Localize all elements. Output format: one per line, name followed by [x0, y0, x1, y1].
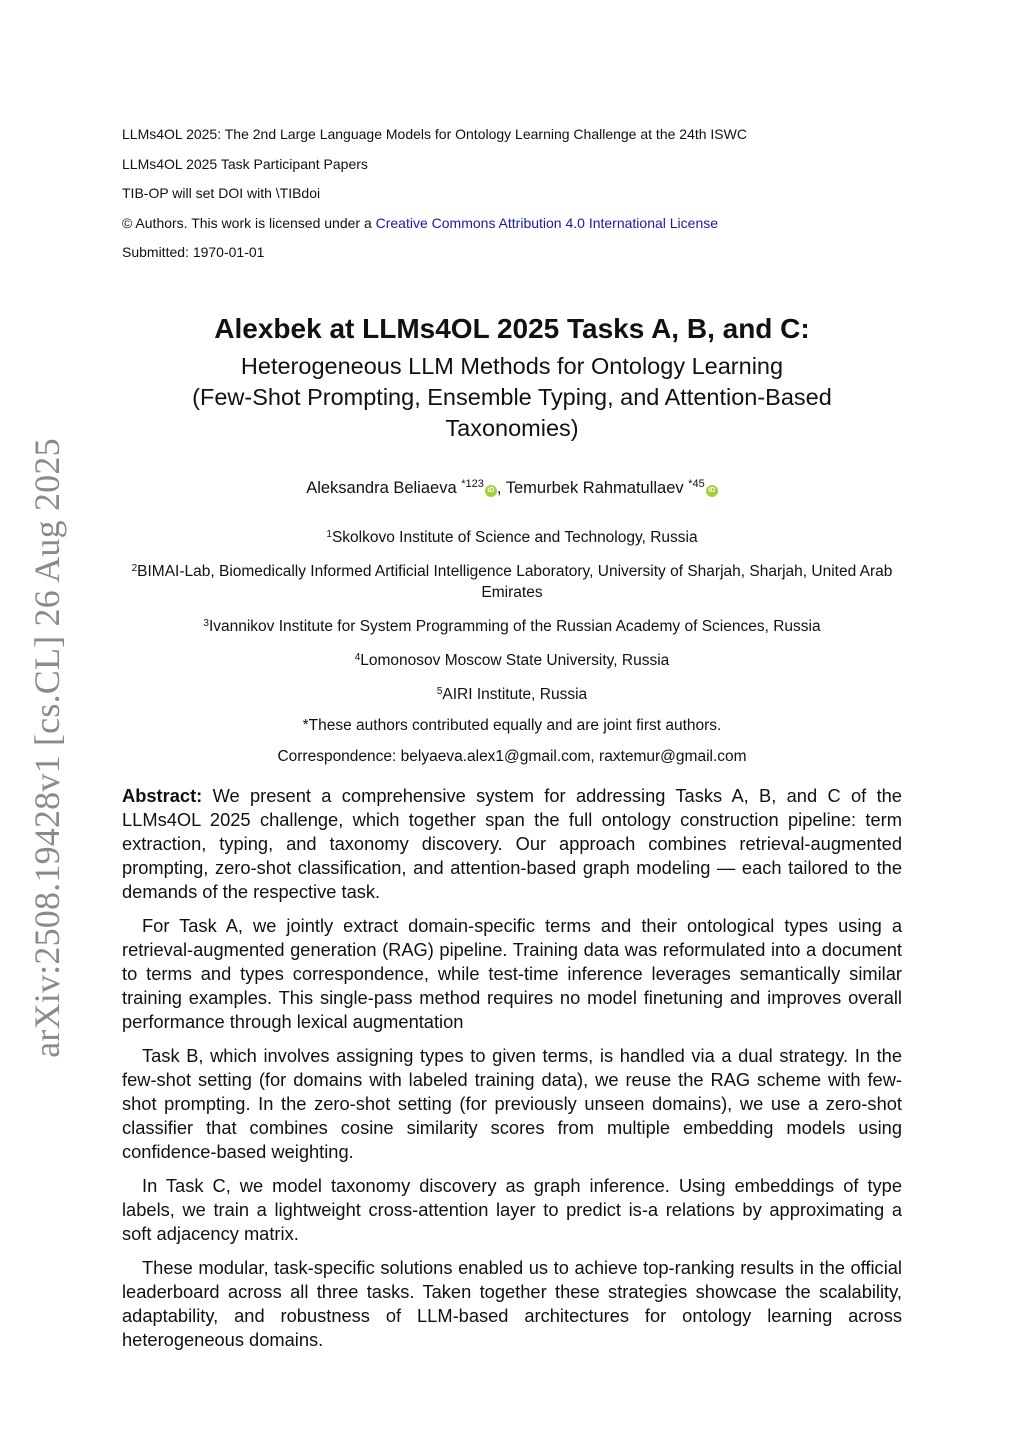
abstract-text-1: We present a comprehensive system for addressing Tasks A, B, and C of the LLMs4OL 2025 challenge, which together span the full ontology construction pipeline: term extraction, typing, and taxonomy discovery. Our approach combines retrieval-augmented prompting, zero-shot classification, and attention-based graph modeling — each tailored to the demands of the respective task.	[122, 785, 902, 902]
abstract	[122, 784, 902, 1362]
paper-title: Alexbek at LLMs4OL 2025 Tasks A, B, and C:	[214, 313, 810, 344]
subtitle-line-1: Heterogeneous LLM Methods for Ontology Learning	[240, 353, 784, 379]
author-list	[122, 472, 902, 500]
orcid-icon[interactable]: iD	[485, 485, 497, 497]
abstract-paragraph-4: In Task C, we model taxonomy discovery as graph inference. Using embeddings of type labels, we train a lightweight cross-attention layer to predict is-a relations by approximating a soft adjacency matrix.	[122, 1175, 902, 1244]
affiliation-text: Lomonosov Moscow State University, Russia	[360, 652, 670, 669]
publication-meta	[122, 124, 747, 272]
affiliation-item	[122, 681, 902, 705]
affiliation-number: 5	[436, 686, 443, 697]
doi-line: TIB-OP will set DOI with \TIBdoi	[122, 185, 321, 201]
subtitle-line-3: Taxonomies)	[445, 415, 579, 441]
affiliation-item	[122, 647, 902, 671]
track-line: LLMs4OL 2025 Task Participant Papers	[122, 155, 368, 172]
abstract-label: Abstract:	[122, 785, 203, 806]
abstract-paragraph-2: For Task A, we jointly extract domain-specific terms and their ontological types using a retrieval-augmented generation (RAG) pipeline. Training data was reformulated into a document to terms and types correspondence, while test-time inference leverages semantically similar training examples. This single-pass method requires no model finetuning and improves overall performance through lexical augmentation	[122, 915, 902, 1032]
affiliation-text: BIMAI-Lab, Biomedically Informed Artificial Intelligence Laboratory, University of Sharjah, Sharjah, United Arab Emirates	[137, 563, 893, 601]
affiliation-text: AIRI Institute, Russia	[442, 686, 588, 703]
author-name-1: Aleksandra Beliaeva	[306, 479, 457, 497]
affiliation-number: 1	[326, 529, 332, 540]
affiliation-text: Skolkovo Institute of Science and Technology, Russia	[331, 529, 698, 546]
affiliation-item	[122, 613, 902, 637]
author-separator: ,	[496, 479, 506, 497]
affiliation-text: Ivannikov Institute for System Programming of the Russian Academy of Sciences, Russia	[208, 618, 821, 635]
subtitle-line-2: (Few-Shot Prompting, Ensemble Typing, and Attention-Based	[192, 384, 832, 410]
paper-subtitle	[122, 351, 902, 444]
author-affil-marks-1: *123	[461, 478, 484, 490]
author-affil-marks-2: *45	[688, 478, 705, 490]
submitted-date: Submitted: 1970-01-01	[122, 244, 265, 260]
equal-contribution-note: *These authors contributed equally and are joint first authors.	[302, 717, 722, 734]
affiliation-item	[122, 558, 902, 603]
arxiv-identifier-stamp: arXiv:2508.19428v1 [cs.CL] 26 Aug 2025	[27, 438, 67, 1058]
title-block	[122, 312, 902, 444]
license-line	[122, 213, 747, 243]
affiliations	[122, 524, 902, 777]
affiliation-number: 3	[203, 618, 209, 629]
abstract-paragraph-5: These modular, task-specific solutions enabled us to achieve top-ranking results in the official leaderboard across all three tasks. Taken together these strategies showcase the scalability, adaptability, and robustness of LLM-based architectures for ontology learning across heterogeneous domains.	[122, 1257, 902, 1350]
affiliation-item	[122, 524, 902, 548]
orcid-icon[interactable]: iD	[706, 485, 718, 497]
author-name-2: Temurbek Rahmatullaev	[505, 479, 684, 497]
affiliation-number: 4	[354, 652, 361, 663]
affiliation-number: 2	[131, 563, 138, 574]
venue-line: LLMs4OL 2025: The 2nd Large Language Models for Ontology Learning Challenge at the 24th ISWC	[122, 126, 747, 142]
abstract-paragraph-1	[122, 784, 902, 904]
license-prefix: © Authors. This work is licensed under a	[122, 214, 376, 231]
abstract-paragraph-3: Task B, which involves assigning types to given terms, is handled via a dual strategy. In the few-shot setting (for domains with labeled training data), we reuse the RAG scheme with few-shot prompting. In the zero-shot setting (for previously unseen domains), we use a zero-shot classifier that combines cosine similarity scores from multiple embedding models using confidence-based weighting.	[122, 1045, 902, 1162]
license-link[interactable]: Creative Commons Attribution 4.0 International License	[375, 214, 719, 231]
correspondence-note: Correspondence: belyaeva.alex1@gmail.com, raxtemur@gmail.com	[277, 748, 747, 765]
